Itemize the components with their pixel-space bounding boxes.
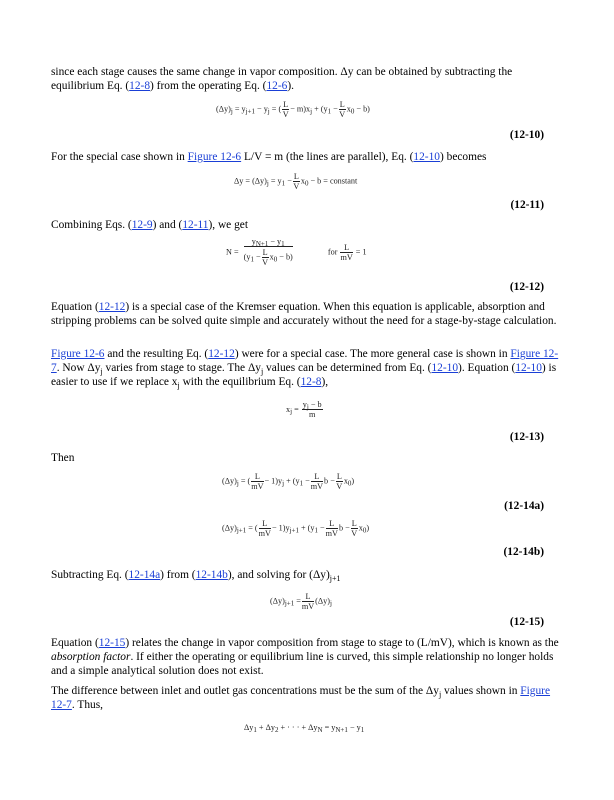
text: ) from the operating Eq. ( bbox=[150, 80, 267, 92]
link-eq-12-12[interactable]: 12-12 bbox=[208, 348, 235, 360]
equation-12-10: $(\Delta y)_j = y_{j+1} - y_j$ = ( $\frac{L}{V}$ − $m)x_j + (y_1$ − $\frac{L}{V}$ $x_0 - b$) bbox=[216, 100, 370, 119]
link-figure-12-7[interactable]: Figure 12-7 bbox=[51, 685, 551, 711]
link-eq-12-8[interactable]: 12-8 bbox=[300, 376, 322, 388]
text: ). bbox=[287, 80, 294, 92]
equation-number-12-11: (12-11) bbox=[510, 199, 544, 211]
equation-number-12-12: (12-12) bbox=[509, 281, 544, 293]
equation-12-13: $x_j$ = $\frac{y_j - b}{m}$ bbox=[286, 400, 322, 419]
link-eq-12-6[interactable]: 12-6 bbox=[266, 80, 288, 92]
equation-number-12-13: (12-13) bbox=[509, 431, 544, 443]
paragraph-absorption-factor: Equation (12-15) relates the change in vapor composition from stage to stage to (L/mV), which is known as the absorption factor. If either the operating or equilibrium line is curved, this simple relationship no longer holds and a simple analytical solution does not exist. bbox=[51, 637, 559, 677]
equation-sum-delta-y: $\Delta y_1 + \Delta y_2$ + · · · + $\Delta y_N = y_{N+1} - y_1$ bbox=[244, 723, 365, 734]
text: since each stage causes the same change in vapor composition. Δy can be obtained by subtracting the equilibrium Eq. ( bbox=[51, 66, 513, 92]
equation-12-15: $(\Delta y)_{j+1}$ = $\frac{L}{mV}$ $(\Delta y)_j$ bbox=[270, 592, 332, 611]
equation-12-14a: $(\Delta y)_j$ = ( $\frac{L}{mV}$ − $1)y_j + (y_1$ − $\frac{L}{mV}$ b − $\frac{L}{V}$ $x_0$) bbox=[222, 472, 355, 491]
link-eq-12-14a[interactable]: 12-14a bbox=[128, 569, 161, 581]
equation-12-11: $\Delta y = (\Delta y)_j = y_1$ − $\frac{L}{V}$ $x_0 - b$ = constant bbox=[234, 172, 358, 191]
equation-number-12-10: (12-10) bbox=[509, 129, 544, 141]
link-eq-12-12[interactable]: 12-12 bbox=[98, 301, 126, 313]
link-figure-12-7[interactable]: Figure 12-7 bbox=[51, 348, 559, 374]
link-eq-12-14b[interactable]: 12-14b bbox=[195, 569, 228, 581]
link-figure-12-6[interactable]: Figure 12-6 bbox=[51, 348, 105, 360]
paragraph-general-case: Figure 12-6 and the resulting Eq. (12-12) were for a special case. The more general case is shown in Figure 12-7. Now $\Delta y_j$ varies from stage to stage. The $\Delta y_j$ values can be determined from Eq. (12-10). Equation (12-10) is easier to use if we replace $x_j$ with the equilibrium Eq. (12-8), bbox=[51, 348, 559, 390]
equation-number-12-15: (12-15) bbox=[509, 616, 544, 628]
link-eq-12-8[interactable]: 12-8 bbox=[129, 80, 151, 92]
link-eq-12-10[interactable]: 12-10 bbox=[413, 151, 440, 163]
link-eq-12-9[interactable]: 12-9 bbox=[131, 219, 153, 231]
paragraph-then: Then bbox=[51, 452, 75, 464]
equation-number-12-14a: (12-14a) bbox=[504, 500, 544, 512]
paragraph-delta-y-intro bbox=[51, 65, 563, 93]
paragraph-kremser: Equation (12-12) is a special case of the Kremser equation. When this equation is applicable, absorption and stripping problems can be solved quite simple and accurately without the need for a stage-by-stage calculation. bbox=[51, 301, 557, 327]
equation-number-12-14b: (12-14b) bbox=[503, 546, 544, 558]
link-eq-12-11[interactable]: 12-11 bbox=[182, 219, 209, 231]
paragraph-combining: Combining Eqs. (12-9) and (12-11), we get bbox=[51, 219, 249, 231]
link-eq-12-10[interactable]: 12-10 bbox=[431, 362, 459, 374]
equation-12-12: N = $y_{N+1} - y_1$ ($y_1$ − $\frac{L}{V}$ $x_0 - b$) for $\frac{L}{mV}$ = 1 bbox=[226, 237, 367, 267]
link-eq-12-15[interactable]: 12-15 bbox=[98, 637, 126, 649]
link-eq-12-10[interactable]: 12-10 bbox=[515, 362, 542, 374]
link-figure-12-6[interactable]: Figure 12-6 bbox=[187, 151, 242, 163]
equation-12-14b: $(\Delta y)_{j+1}$ = ( $\frac{L}{mV}$ − $1)y_{j+1} + (y_1$ − $\frac{L}{mV}$ b − $\frac{L}{V}$ $x_0$) bbox=[222, 519, 370, 538]
paragraph-subtracting: Subtracting Eq. (12-14a) from (12-14b), and solving for $(\Delta y)_{j+1}$ bbox=[51, 569, 341, 583]
paragraph-special-case: For the special case shown in Figure 12-6 L/V = m (the lines are parallel), Eq. (12-10) becomes bbox=[51, 151, 487, 163]
paragraph-difference: The difference between inlet and outlet gas concentrations must be the sum of the $\Delta y_j$ values shown in Figure 12-7. Thus, bbox=[51, 685, 551, 711]
